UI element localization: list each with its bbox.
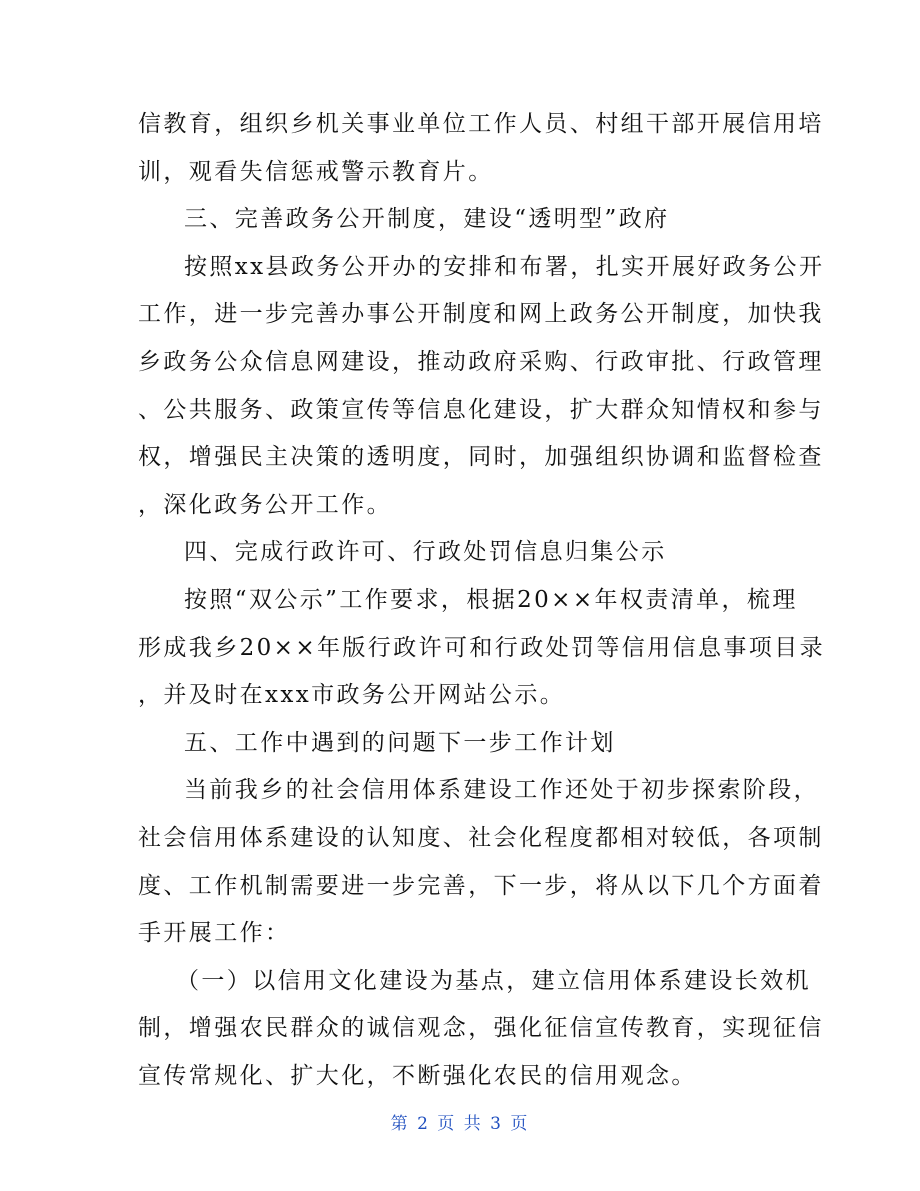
body-line: 按照xx县政务公开办的安排和布署，扎实开展好政务公开 bbox=[184, 253, 825, 280]
page-number-footer: 第 2 页 共 3 页 bbox=[390, 1114, 530, 1134]
body-line: 乡政务公众信息网建设，推动政府采购、行政审批、行政管理 bbox=[138, 349, 824, 375]
body-line: 社会信用体系建设的认知度、社会化程度都相对较低，各项制 bbox=[138, 825, 824, 851]
section-heading: 五、工作中遇到的问题下一步工作计划 bbox=[184, 729, 616, 756]
body-line: 宣传常规化、扩大化，不断强化农民的信用观念。 bbox=[138, 1063, 697, 1089]
body-line: 当前我乡的社会信用体系建设工作还处于初步探索阶段， bbox=[184, 777, 819, 804]
body-line: 权，增强民主决策的透明度，同时，加强组织协调和监督检查 bbox=[138, 444, 824, 471]
body-line: 形成我乡20××年版行政许可和行政处罚等信用信息事项目录 bbox=[138, 634, 826, 661]
body-line: ，深化政务公开工作。 bbox=[138, 491, 392, 518]
body-line: （一）以信用文化建设为基点，建立信用体系建设长效机 bbox=[176, 967, 811, 994]
body-line: 训，观看失信惩戒警示教育片。 bbox=[138, 158, 494, 185]
body-line: ，并及时在xxx市政务公开网站公示。 bbox=[138, 682, 566, 709]
body-line: 制，增强农民群众的诚信观念，强化征信宣传教育，实现征信 bbox=[138, 1015, 824, 1042]
body-line: 工作，进一步完善办事公开制度和网上政务公开制度，加快我 bbox=[138, 301, 824, 328]
body-line: 手开展工作： bbox=[138, 920, 291, 947]
body-line: 信教育，组织乡机关事业单位工作人员、村组干部开展信用培 bbox=[138, 111, 824, 137]
body-line: 、公共服务、政策宣传等信息化建设，扩大群众知情权和参与 bbox=[138, 396, 824, 423]
section-heading: 四、完成行政许可、行政处罚信息归集公示 bbox=[184, 539, 667, 566]
section-heading: 三、完善政务公开制度，建设“透明型”政府 bbox=[184, 206, 670, 233]
body-line: 度、工作机制需要进一步完善，下一步，将从以下几个方面着 bbox=[138, 872, 824, 899]
body-line: 按照“双公示”工作要求，根据20××年权责清单，梳理 bbox=[184, 587, 798, 613]
